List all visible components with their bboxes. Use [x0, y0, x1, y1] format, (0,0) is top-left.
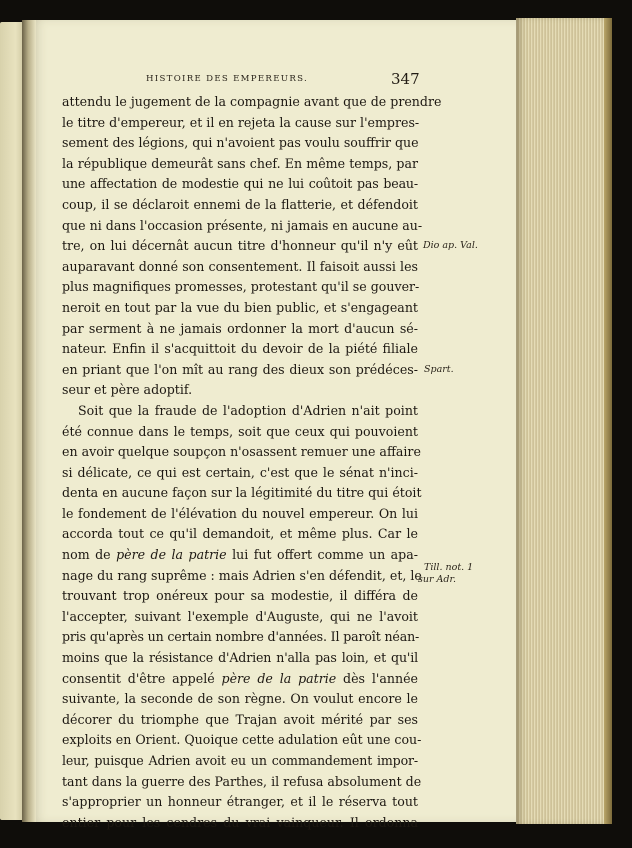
text-line: sement des légions, qui n'avoient pas voulu souffrir que	[62, 135, 419, 151]
text-line: trouvant trop onéreux pour sa modestie, il différa de	[62, 588, 418, 604]
text-line: suivante, la seconde de son règne. On voulut encore le	[62, 691, 418, 707]
text-line: leur, puisque Adrien avoit eu un commandement impor-	[62, 753, 418, 768]
text-line: neroit en tout par la vue du bien public, et s'engageant	[62, 299, 418, 315]
text-line: par serment à ne jamais ordonner la mort d'aucun sé-	[62, 320, 418, 336]
text-line: nage du rang suprême : mais Adrien s'en défendit, et, le	[62, 567, 422, 583]
margin-note-spart: Spart.	[424, 364, 454, 375]
text-line: pris qu'après un certain nombre d'années. Il paroît néan-	[62, 629, 420, 645]
text-line: entier pour les cendres du vrai vainqueur. Il ordonna	[62, 814, 418, 830]
italic-phrase: père de la patrie	[116, 547, 227, 563]
text-line: en avoir quelque soupçon n'osassent remuer une affaire	[62, 444, 421, 460]
text-line: consentit d'être appelé père de la patrie dès l'année	[62, 670, 418, 686]
text-line: coup, il se déclaroit ennemi de la flatterie, et défendoit	[62, 196, 418, 212]
text-line: nateur. Enfin il s'acquittoit du devoir de la piété filiale	[62, 341, 418, 357]
text-line: la république demeurât sans chef. En même temps, par	[62, 155, 418, 171]
text-line: accorda tout ce qu'il demandoit, et même plus. Car le	[62, 526, 418, 542]
text-line: attendu le jugement de la compagnie avant que de prendre	[62, 94, 442, 109]
margin-note-dio: Dio ap. Val.	[423, 240, 478, 251]
text-line: été connue dans le temps, soit que ceux qui pouvoient	[62, 423, 418, 439]
text-line: seur et père adoptif.	[62, 382, 193, 398]
text-line: plus magnifiques promesses, protestant qu'il se gouver-	[62, 279, 420, 295]
text-line: tre, on lui décernât aucun titre d'honneur qu'il n'y eût	[62, 238, 418, 254]
text-line: le fondement de l'élévation du nouvel empereur. On lui	[62, 505, 418, 521]
text-line: tant dans la guerre des Parthes, il refusa absolument de	[62, 773, 422, 789]
text-line: denta en aucune façon sur la légitimité du titre qui étoit	[62, 485, 422, 501]
text-line: nom de père de la patrie lui fut offert comme un apa-	[62, 547, 419, 563]
text-line: en priant que l'on mît au rang des dieux son prédéces-	[62, 361, 418, 377]
text-line: le titre d'empereur, et il en rejeta la cause sur l'empres-	[62, 114, 420, 130]
page-number: 347	[391, 70, 420, 88]
text-line: que ni dans l'occasion présente, ni jamais en aucune au-	[62, 217, 423, 233]
text-line: décorer du triomphe que Trajan avoit mérité par ses	[62, 711, 418, 727]
margin-note-till-sur-adr: sur Adr.	[418, 574, 457, 585]
page-edges	[516, 18, 612, 824]
text-line: auparavant donné son consentement. Il faisoit aussi les	[62, 258, 418, 274]
book-gutter	[22, 20, 36, 822]
margin-note-till: Till. not. 1	[424, 562, 474, 573]
text-line: moins que la résistance d'Adrien n'alla pas loin, et qu'il	[62, 650, 418, 666]
text-line: Soit que la fraude de l'adoption d'Adrien n'ait point	[78, 402, 418, 418]
text-line: une affectation de modestie qui ne lui coûtoit pas beau-	[62, 176, 418, 192]
text-line: l'accepter, suivant l'exemple d'Auguste, qui ne l'avoit	[62, 608, 418, 624]
text-line: s'approprier un honneur étranger, et il le réserva tout	[62, 794, 418, 810]
text-line: exploits en Orient. Quoique cette adulation eût une cou-	[62, 732, 422, 748]
text-line: si délicate, ce qui est certain, c'est que le sénat n'inci-	[62, 464, 418, 480]
italic-phrase: père de la patrie	[221, 670, 337, 686]
running-head: HISTOIRE DES EMPEREURS.	[146, 74, 309, 84]
